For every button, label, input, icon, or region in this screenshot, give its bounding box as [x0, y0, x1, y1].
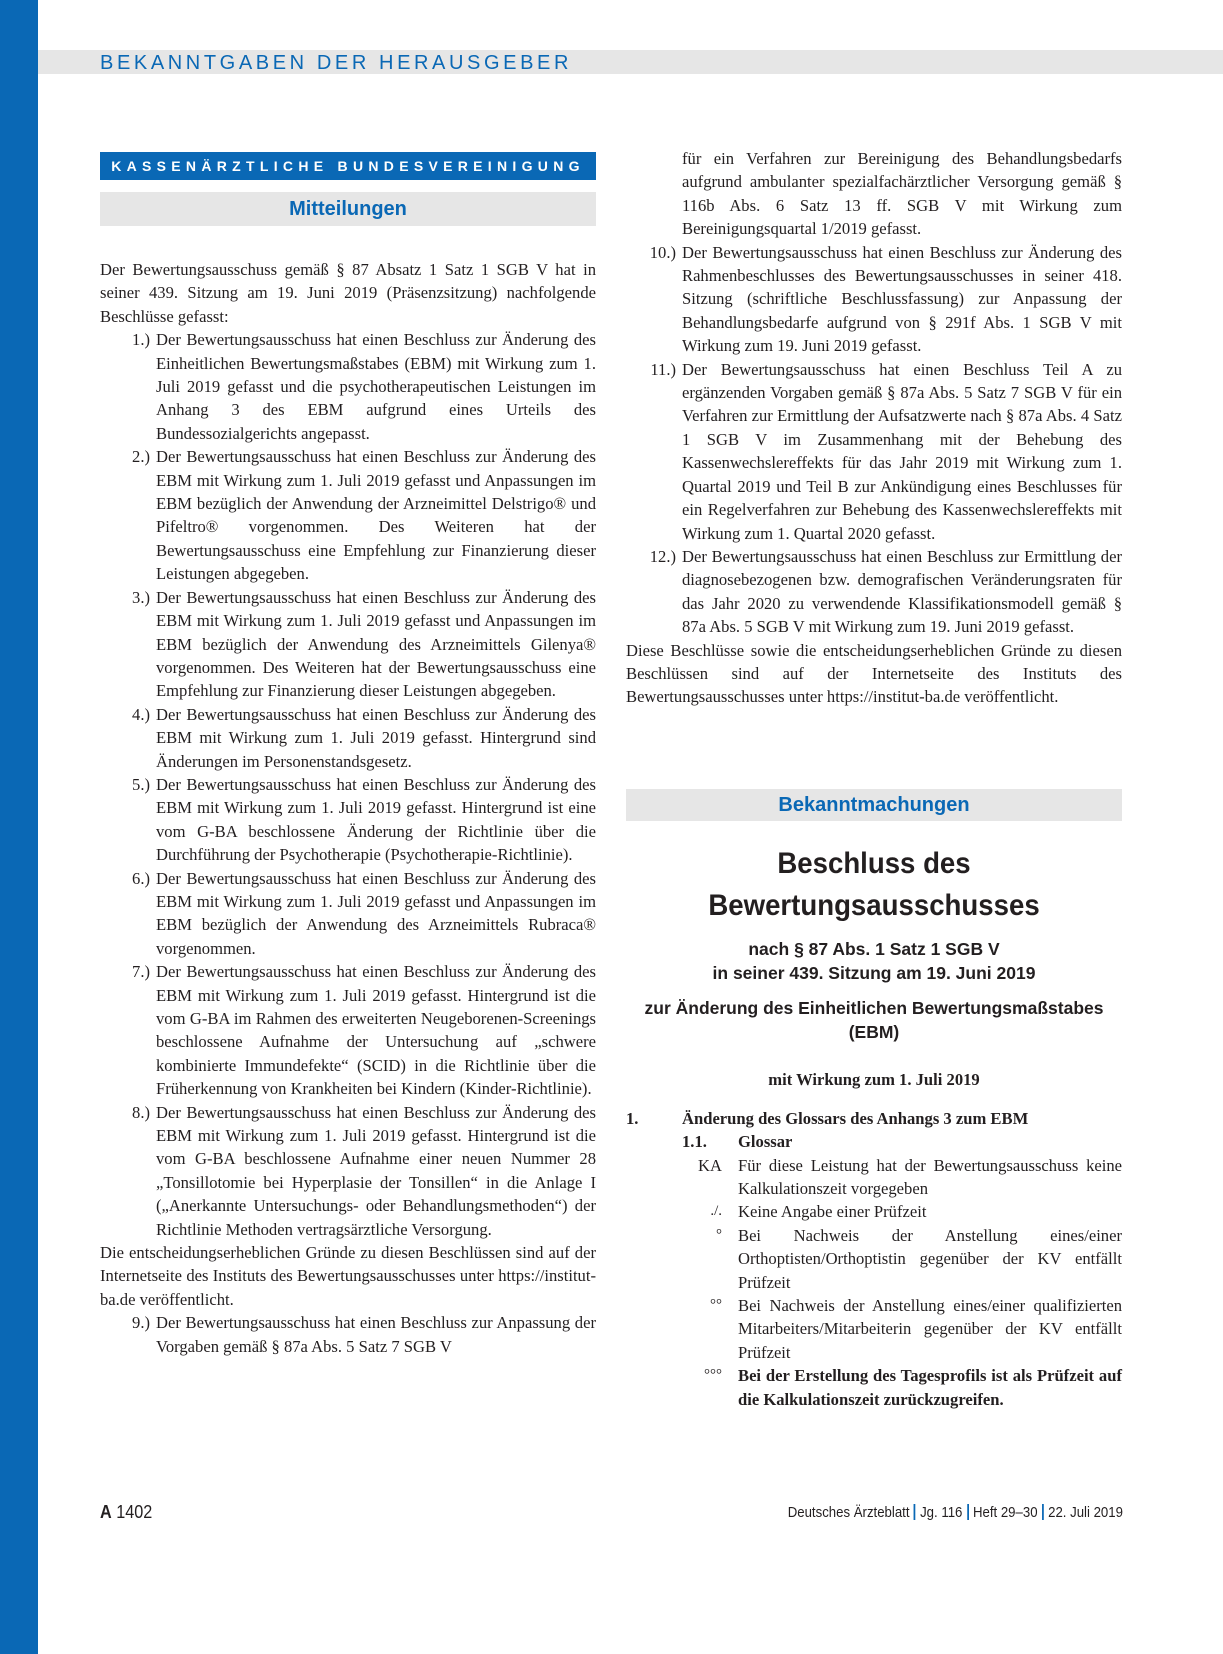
item-number: 12.) — [649, 546, 676, 566]
journal-info — [788, 1504, 1123, 1521]
glossary-row — [626, 1224, 1122, 1294]
effective-date: mit Wirkung zum 1. Juli 2019 — [768, 1069, 980, 1089]
item-text: Der Bewertungsausschuss hat einen Beschluss zur Änderung des EBM mit Wirkung zum 1. Juli 2019 gefasst und Anpassungen im EBM bezüglich der Anwendung des Arzneimittels Gilenya® vorgenommen. Des Weiteren hat der Bewertungsausschuss eine Empfehlung zur Finanzierung dieser Leistungen abgegeben. — [156, 587, 596, 701]
journal-name: Deutsches Ärzteblatt — [787, 1504, 910, 1521]
glossary-definition: Für diese Leistung hat der Bewertungsausschuss keine Kalkulationszeit vorgegeben — [738, 1155, 1122, 1198]
list-item — [100, 1311, 596, 1358]
list-item — [626, 545, 1122, 639]
item-text: Der Bewertungsausschuss hat einen Beschluss zur Änderung des EBM mit Wirkung zum 1. Juli 2019 gefasst und Anpassungen im EBM bezüglich der Anwendung des Arzneimittels Rubraca® vorgenommen. — [156, 868, 596, 958]
item-text: für ein Verfahren zur Bereinigung des Behandlungsbedarfs aufgrund ambulanter spezialfachärztlicher Versorgung gemäß § 116b Abs. 6 Satz 13 ff. SGB V mit Wirkung zum Bereinigungsquartal 1/2019 gefasst. — [682, 149, 1122, 239]
organization-bar: KASSENÄRZTLICHE BUNDESVEREINIGUNG — [100, 152, 596, 180]
list-item — [100, 328, 596, 445]
divider — [967, 1504, 969, 1520]
glossary-row — [626, 1294, 1122, 1364]
list-item — [100, 1101, 596, 1241]
section-header: BEKANNTGABEN DER HERAUSGEBER — [100, 52, 572, 74]
item-text: Der Bewertungsausschuss hat einen Beschluss zur Änderung des EBM mit Wirkung zum 1. Juli 2019 gefasst und Anpassungen im EBM bezüglich der Anwendung der Arzneimittel Delstrigo® und Pifeltro® vorgenommen. Des Weiteren hat der Bewertungsausschuss eine Empfehlung zur Finanzierung dieser Leistungen abgegeben. — [156, 447, 596, 584]
item-text: Der Bewertungsausschuss hat einen Beschluss zur Ermittlung der diagnosebezogenen bzw. demografischen Veränderungsraten für das Jahr 2020 zu verwendende Klassifikationsmodell gemäß § 87a Abs. 5 SGB V mit Wirkung zum 19. Juni 2019 gefasst. — [682, 546, 1122, 637]
glossary-definition: Keine Angabe einer Prüfzeit — [738, 1202, 927, 1222]
item-number: 9.) — [132, 1313, 150, 1333]
item-number: 1.) — [132, 330, 150, 350]
resolution-title — [646, 843, 1102, 927]
item-number: 7.) — [132, 962, 150, 982]
item-number: 10.) — [649, 242, 676, 262]
item-text: Der Bewertungsausschuss hat einen Beschluss Teil A zu ergänzenden Vorgaben gemäß § 87a Abs. 5 Satz 7 SGB V für ein Verfahren zur Ermittlung der Aufsatzwerte nach § 87a Abs. 4 Satz 1 SGB V im Zusammenhang mit der Behebung des Kassenwechslereffekts für das Jahr 2019 mit Wirkung zum 1. Quartal 2019 und Teil B zur Ankündigung eines Beschlusses für ein Regelverfahren zur Behebung des Kassenwechslereffekts mit Wirkung zum 1. Quartal 2020 gefasst. — [682, 359, 1122, 543]
list-item — [626, 241, 1122, 358]
item-text: Der Bewertungsausschuss hat einen Beschluss zur Anpassung der Vorgaben gemäß § 87a Abs. 5 Satz 7 SGB V — [156, 1313, 596, 1356]
glossary-symbol: °°° — [704, 1367, 722, 1384]
item-number: 2.) — [132, 447, 150, 467]
glossary-definition: Bei Nachweis der Anstellung eines/einer qualifizierten Mitarbeiters/Mitarbeiterin gegenüber der KV entfällt Prüfzeit — [738, 1296, 1122, 1362]
list-item-continued — [626, 147, 1122, 241]
title-line-2: Bewertungsausschusses — [708, 888, 1040, 922]
list-item — [100, 867, 596, 961]
left-color-bar — [0, 0, 38, 1654]
journal-date: 22. Juli 2019 — [1048, 1504, 1123, 1521]
glossary-symbol: ° — [716, 1226, 722, 1243]
glossary-definition: Bei Nachweis der Anstellung eines/einer Orthoptisten/Orthoptistin gegenüber der KV entfällt Prüfzeit — [738, 1225, 1122, 1292]
item-number: 5.) — [132, 774, 150, 794]
page-number: A 1402 — [100, 1502, 153, 1522]
item-text: Der Bewertungsausschuss hat einen Beschluss zur Änderung des Einheitlichen Bewertungsmaßstabes (EBM) mit Wirkung zum 1. Juli 2019 gefasst und die psychotherapeutischen Leistungen im Anhang 3 des EBM aufgrund eines Urteils des Bundessozialgerichts angepasst. — [156, 330, 596, 443]
item-text: Der Bewertungsausschuss hat einen Beschluss zur Änderung des Rahmenbeschlusses des Bewertungsausschusses in seiner 418. Sitzung (schriftliche Beschlussfassung) zur Anpassung der Behandlungsbedarfe aufgrund von § 291f Abs. 1 SGB V mit Wirkung zum 19. Juni 2019 gefasst. — [682, 242, 1122, 356]
subtitle-subject: zur Änderung des Einheitlichen Bewertungsmaßstabes (EBM) — [644, 997, 1104, 1042]
item-text: Der Bewertungsausschuss hat einen Beschluss zur Änderung des EBM mit Wirkung zum 1. Juli 2019 gefasst. Hintergrund ist eine vom G-BA beschlossene Änderung der Richtlinie über die Durchführung der Psychotherapie (Psychotherapie-Richtlinie). — [156, 774, 596, 865]
divider — [914, 1504, 916, 1520]
divider — [1042, 1504, 1044, 1520]
list-item — [100, 960, 596, 1100]
glossary-row — [626, 1364, 1122, 1411]
list-item — [100, 445, 596, 585]
item-number: 8.) — [132, 1102, 150, 1122]
item-text: Der Bewertungsausschuss hat einen Beschluss zur Änderung des EBM mit Wirkung zum 1. Juli 2019 gefasst. Hintergrund sind Änderungen im Personenstandsgesetz. — [156, 704, 596, 771]
subtitle-session: in seiner 439. Sitzung am 19. Juni 2019 — [712, 962, 1036, 983]
glossary-row — [626, 1200, 1122, 1223]
journal-issue: Heft 29–30 — [972, 1504, 1038, 1521]
glossary-symbol: °° — [710, 1297, 722, 1313]
glossary-symbol: ./. — [710, 1203, 722, 1220]
left-column — [100, 152, 596, 1358]
item-text: Der Bewertungsausschuss hat einen Beschluss zur Änderung des EBM mit Wirkung zum 1. Juli 2019 gefasst. Hintergrund ist die vom G-BA beschlossene Aufnahme einer neuen Nummer 28 „Tonsillotomie bei Hyperplasie der Tonsillen“ in die Anlage I („Anerkannte Untersuchungs- oder Behandlungsmethoden“) der Richtlinie Methoden vertragsärztliche Versorgung. — [156, 1102, 596, 1239]
list-item — [100, 773, 596, 867]
item-number: 6.) — [132, 868, 150, 888]
glossary-row — [626, 1154, 1122, 1201]
list-item — [626, 358, 1122, 545]
subtitle-legal-basis: nach § 87 Abs. 1 Satz 1 SGB V — [748, 938, 1000, 959]
title-line-1: Beschluss des — [777, 846, 971, 880]
reasons-paragraph: Diese Beschlüsse sowie die entscheidungserheblichen Gründe zu diesen Beschlüssen sind auf der Internetseite des Instituts des Bewertungsausschusses unter https://institut-ba.de veröffentlicht. — [626, 640, 1122, 707]
reasons-paragraph: Die entscheidungserheblichen Gründe zu diesen Beschlüssen sind auf der Internetseite des Instituts des Bewertungsausschusses unter https://institut-ba.de veröffentlicht. — [100, 1243, 596, 1309]
glossary-heading: 1. Änderung des Glossars des Anhangs 3 zum EBM — [626, 1108, 1029, 1128]
list-item — [100, 703, 596, 773]
item-number: 3.) — [132, 587, 150, 607]
list-item — [100, 586, 596, 703]
glossary-definition: Bei der Erstellung des Tagesprofils ist als Prüfzeit auf die Kalkulationszeit zurückzugreifen. — [738, 1366, 1122, 1409]
section-heading-bekanntmachungen: Bekanntmachungen — [626, 789, 1122, 821]
glossary-subheading: 1.1. Glossar — [682, 1132, 793, 1152]
journal-volume: Jg. 116 — [920, 1504, 963, 1521]
item-number: 4.) — [132, 704, 150, 724]
item-text: Der Bewertungsausschuss hat einen Beschluss zur Änderung des EBM mit Wirkung zum 1. Juli 2019 gefasst. Hintergrund ist die vom G-BA im Rahmen des erweiterten Neugeborenen-Screenings beschlossene Aufnahme der Untersuchung auf „schwere kombinierte Immundefekte“ (SCID) in die Richtlinie über die Früherkennung von Krankheiten bei Kindern (Kinder-Richtlinie). — [156, 962, 596, 1099]
intro-paragraph: Der Bewertungsausschuss gemäß § 87 Absatz 1 Satz 1 SGB V hat in seiner 439. Sitzung am 19. Juni 2019 (Präsenzsitzung) nachfolgende Beschlüsse gefasst: — [100, 260, 596, 326]
section-heading-mitteilungen: Mitteilungen — [100, 192, 596, 226]
item-number: 11.) — [650, 359, 676, 379]
right-column — [626, 147, 1122, 1411]
glossary-symbol: KA — [698, 1155, 722, 1175]
